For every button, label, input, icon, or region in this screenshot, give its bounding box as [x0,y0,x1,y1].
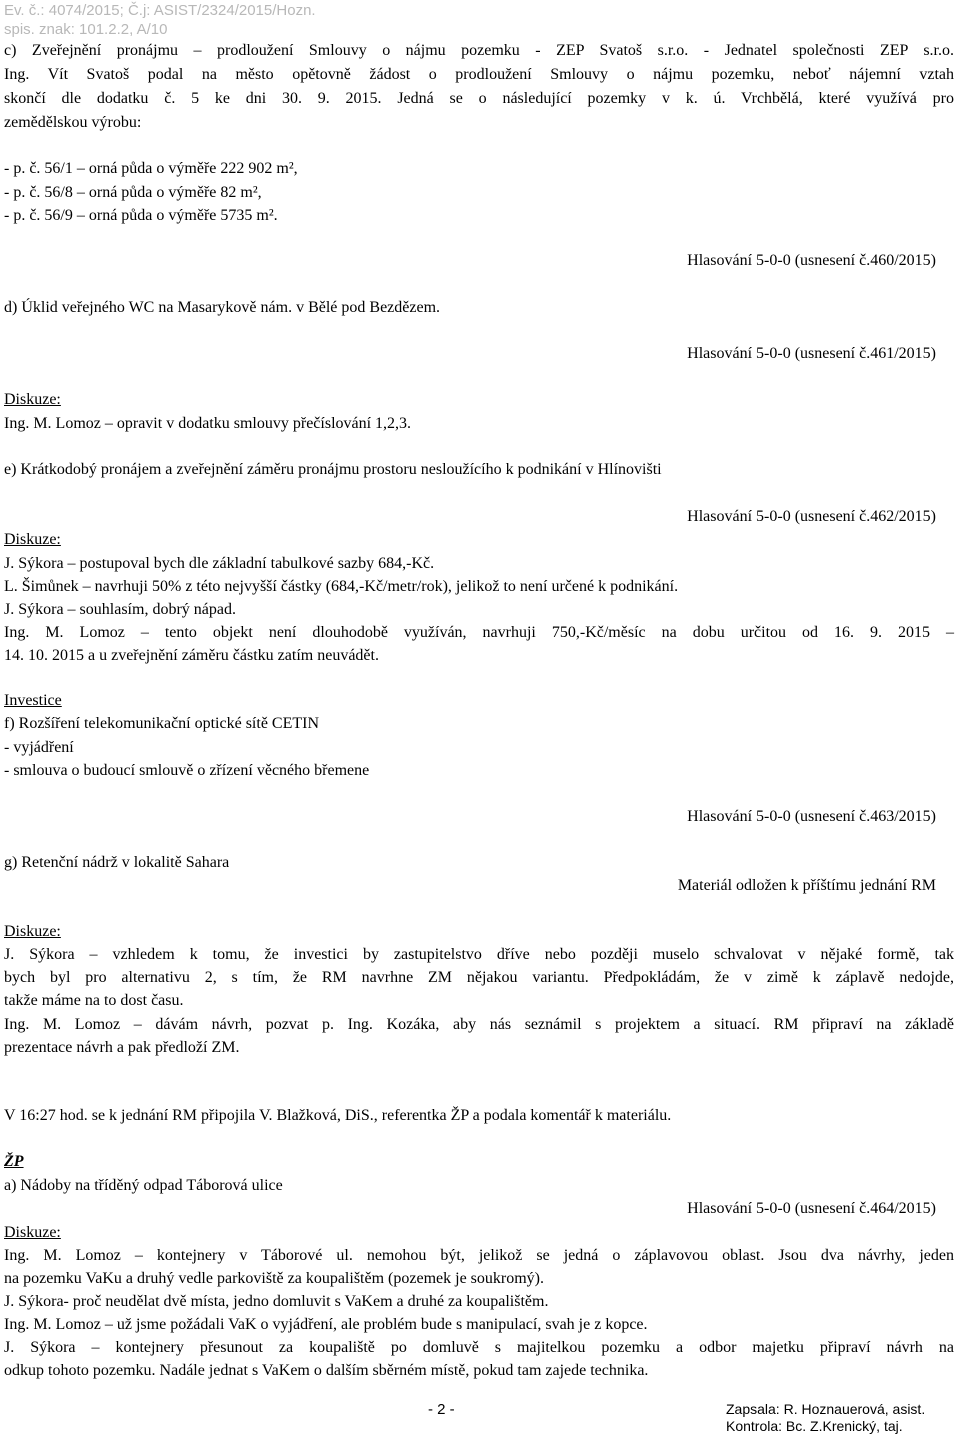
discussion-label: Diskuze: [4,391,61,408]
discussion-line: J. Sýkora – souhlasím, dobrý nápad. [4,601,236,618]
vote-result-462: Hlasování 5-0-0 (usnesení č.462/2015) [687,508,936,525]
section-d-title: d) Úklid veřejného WC na Masarykově nám. v Bělé pod Bezdězem. [4,299,441,316]
zp-heading: ŽP [4,1153,24,1170]
parcel-item: - p. č. 56/1 – orná půda o výměře 222 902 m², [4,160,298,177]
discussion-line: Ing. M. Lomoz – kontejnery v Táborové ul. nemohou být, jelikož se jedná o záplavovou oblast. Jsou dva návrhy, jeden [4,1247,954,1264]
section-zp-a-title: a) Nádoby na tříděný odpad Táborová ulice [4,1177,283,1194]
section-c-paragraph-line: zemědělskou výrobu: [4,114,142,131]
discussion-line: prezentace návrh a pak předloží ZM. [4,1039,240,1056]
discussion-line: takže máme na to dost času. [4,992,184,1009]
discussion-line: Ing. M. Lomoz – opravit v dodatku smlouvy přečíslování 1,2,3. [4,415,412,432]
section-e-title: e) Krátkodobý pronájem a zveřejnění záměru pronájmu prostoru nesloužícího k podnikání v Hlínovišti [4,461,662,478]
discussion-line: J. Sýkora- proč neudělat dvě místa, jedno domluvit s VaKem a druhé za koupalištěm. [4,1293,549,1310]
discussion-label: Diskuze: [4,923,61,940]
discussion-line: Ing. M. Lomoz – už jsme požádali VaK o vyjádření, ale problém bude s manipulací, svah je z kopce. [4,1316,648,1333]
parcel-item: - p. č. 56/8 – orná půda o výměře 82 m², [4,184,262,201]
discussion-line: 14. 10. 2015 a u zveřejnění záměru částku zatím neuvádět. [4,647,379,664]
section-g-title: g) Retenční nádrž v lokalitě Sahara [4,854,230,871]
discussion-line: J. Sýkora – postupoval bych dle základní tabulkové sazby 684,-Kč. [4,555,435,572]
discussion-line: bych byl pro alternativu 2, s tím, že RM navrhne ZM nějakou variantu. Předpokládám, že v zimě k záplavě nedojde, [4,969,954,986]
vote-result-464: Hlasování 5-0-0 (usnesení č.464/2015) [687,1200,936,1217]
vote-result-461: Hlasování 5-0-0 (usnesení č.461/2015) [687,345,936,362]
header-file-mark-line: spis. znak: 101.2.2, A/10 [4,21,168,38]
header-evidence-line: Ev. č.: 4074/2015; Č.j: ASIST/2324/2015/Hozn. [4,2,316,19]
footer-checked-by: Kontrola: Bc. Z.Krenický, taj. [726,1418,903,1434]
investice-heading: Investice [4,692,62,709]
parcel-item: - p. č. 56/9 – orná půda o výměře 5735 m². [4,207,278,224]
section-f-item: - vyjádření [4,739,74,756]
discussion-line: na pozemku VaKu a druhý vedle parkoviště za koupalištěm (pozemek je soukromý). [4,1270,544,1287]
section-f-title: f) Rozšíření telekomunikační optické sítě CETIN [4,715,320,732]
discussion-line: J. Sýkora – kontejnery přesunout za koupaliště po domluvě s majitelkou pozemku a odbor majetku připraví návrh na [4,1339,954,1356]
discussion-line: L. Šimůnek – navrhuji 50% z této nejvyšší částky (684,-Kč/metr/rok), jelikož to není určené k podnikání. [4,578,679,595]
footer-recorded-by: Zapsala: R. Hoznauerová, asist. [726,1401,926,1417]
vote-result-463: Hlasování 5-0-0 (usnesení č.463/2015) [687,808,936,825]
page-number: - 2 - [428,1401,455,1418]
section-c-paragraph-line: skončí dle dodatku č. 5 ke dni 30. 9. 2015. Jedná se o následující pozemky v k. ú. Vrchbělá, které využívá pro [4,90,954,107]
discussion-label: Diskuze: [4,1224,61,1241]
discussion-line: Ing. M. Lomoz – dávám návrh, pozvat p. Ing. Kozáka, aby nás seznámil s projektem a situací. RM připraví na základě [4,1016,954,1033]
time-note-1627: V 16:27 hod. se k jednání RM připojila V. Blažková, DiS., referentka ŽP a podala komentář k materiálu. [4,1107,672,1124]
discussion-line: Ing. M. Lomoz – tento objekt není dlouhodobě využíván, navrhuji 750,-Kč/měsíc na dobu určitou od 16. 9. 2015 – [4,624,954,641]
section-f-item: - smlouva o budoucí smlouvě o zřízení věcného břemene [4,762,370,779]
section-c-title: c) Zveřejnění pronájmu – prodloužení Smlouvy o nájmu pozemku - ZEP Svatoš s.r.o. - Jednatel společnosti ZEP s.r.o. [4,42,954,59]
material-postponed-status: Materiál odložen k příštímu jednání RM [677,877,936,894]
vote-result-460: Hlasování 5-0-0 (usnesení č.460/2015) [687,252,936,269]
discussion-label: Diskuze: [4,531,61,548]
discussion-line: odkup tohoto pozemku. Nadále jednat s VaKem o dalším sběrném místě, pokud tam zajede technika. [4,1362,649,1379]
discussion-line: J. Sýkora – vzhledem k tomu, že investici by zastupitelstvo dříve nebo později muselo schvalovat v nějaké formě, tak [4,946,954,963]
section-c-paragraph-line: Ing. Vít Svatoš podal na město opětovně žádost o prodloužení Smlouvy o nájmu pozemku, neboť nájemní vztah [4,66,954,83]
